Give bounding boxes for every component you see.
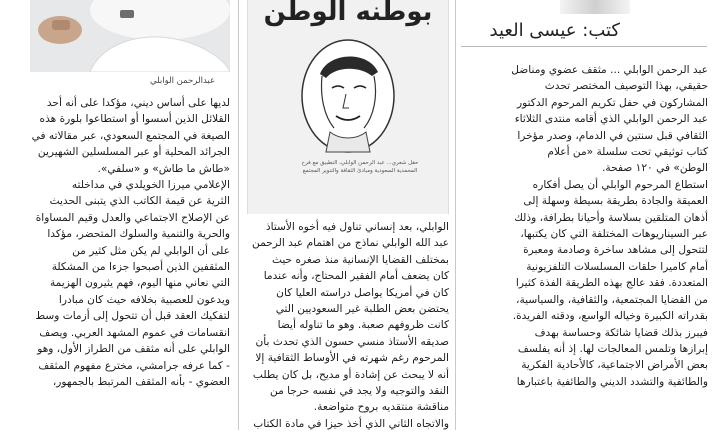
author-thumbnail bbox=[560, 0, 630, 14]
text-line: والاتجاه الثاني الذي أخذ حيزا في مادة الكتاب bbox=[253, 417, 449, 430]
column-divider bbox=[238, 0, 239, 430]
text-line: أنه لا يبحث عن إشادة أو مديح، بل كان يطلب bbox=[252, 368, 449, 381]
text-line: يحتضن بعض الطلبة غير السعوديين التي bbox=[275, 303, 449, 316]
text-line: النقد والتوجيه ولا يجد في نفسه حرجا من bbox=[270, 385, 449, 398]
photo-caption: عبدالرحمن الوابلي bbox=[150, 76, 216, 86]
text-line: العميقة والجادة بطريقة بسيطة وسهلة إلى bbox=[523, 195, 708, 208]
text-line: أمام كاميرا حلقات المسلسلات التلفزيونية bbox=[526, 260, 708, 273]
book-subtitle: حقل شعري... عبد الرحمن الوابلي، التطبيق مع فرح المحمدية السعودية ومبادئ الثقافة والتنوير المجتمع bbox=[301, 160, 419, 174]
text-line: استطاع المرحوم الوابلي أن يصل أفكاره bbox=[532, 178, 708, 191]
text-line: كتاب توثيقي تحت سلسلة «من أعلام bbox=[547, 146, 708, 159]
text-line: والطائفية والتشدد الديني والطائفية باعتبارها bbox=[516, 375, 708, 388]
text-line: ويدعون للعصبية بخلافه حيث كان مبادرا bbox=[58, 293, 230, 306]
text-line: عبد الرحمن الوابلي الذي أقامه منتدى الثلاثاء bbox=[514, 113, 708, 126]
author-portrait-photo bbox=[30, 0, 230, 72]
text-line: عبد الرحمن الوابلي ... مثقف عضوي ومناضل bbox=[511, 64, 708, 76]
text-line: الإعلامي ميرزا الخويلدي في مداخلته bbox=[71, 179, 230, 192]
text-line: صديقه الأستاذ منسي حسون الذي تحدث بأن bbox=[255, 335, 449, 348]
text-line: الثقافي قبل سنتين في الدمام، وصدر مؤخرا bbox=[517, 129, 708, 142]
column-divider bbox=[455, 0, 456, 430]
text-line: - كما عرفه جرامشي، مخترع مفهوم المثقف bbox=[38, 359, 230, 372]
text-line: «طاش ما طاش» و «سلفي». bbox=[97, 162, 230, 175]
text-line: القلائل الذين أسسوا أو استطاعوا بلورة هذه bbox=[39, 113, 230, 126]
text-line: لتفكيك العقد قبل أن تتحول إلى أزمات وسط bbox=[35, 310, 230, 323]
text-line: انقسامات في عموم المشهد العربي. ويصف bbox=[39, 326, 230, 339]
right-column bbox=[462, 62, 708, 390]
text-line: والحرية والتنمية والسلوك المتحضر، مؤكدا bbox=[47, 228, 230, 241]
text-line: إبرازها وتلمس المعالجات لها. إذ أنه يفلسف bbox=[517, 342, 708, 355]
text-line: الوطن» في ١٢٠ صفحة. bbox=[602, 162, 708, 175]
text-line: كان في أمريكا يواصل دراسته العليا كان bbox=[276, 286, 449, 299]
text-line: الوابلي، بعد إنساني تناول فيه أخوه الأستاذ bbox=[265, 221, 449, 233]
text-line: المثقفين الذين أصبحوا جزءا من المشكلة bbox=[51, 261, 230, 274]
text-line: أذهان المتلقين بسلاسة وأحيانا بطرافة، وذلك bbox=[514, 211, 708, 224]
text-line: الوابلي على أنه مثقف من الطراز الأول، وهو bbox=[37, 343, 230, 356]
text-line: فيبرز بذلك قضايا شائكة وحساسة بهدف bbox=[534, 326, 708, 339]
text-line: على أن الوابلي لم يكن مثل كثير من bbox=[72, 244, 230, 257]
text-line: الجرائد المحلية أو عبر المسلسلين الشهيرين bbox=[37, 146, 230, 159]
text-line: عبر السيناريوهات المختلفة التي كان يكتبها، bbox=[520, 228, 708, 241]
text-line: من القضايا المجتمعية، والثقافية، والسياسية، bbox=[516, 293, 708, 306]
middle-column bbox=[247, 219, 449, 432]
byline: كتب: عيسى العيد bbox=[489, 20, 620, 41]
book-cover bbox=[247, 0, 449, 214]
text-line: كانت ظروفهم صعبة. وهو ما تناوله أيضا bbox=[277, 319, 449, 332]
text-line: المتعددة. فقد عالج بهذه الطريقة الفذة كثيرا bbox=[515, 277, 708, 290]
text-line: عن الإصلاح الاجتماعي والعدل وقيم المساواة bbox=[35, 211, 230, 224]
text-line: الثرية عن قيمة الكاتب الذي يتبنى الحديث bbox=[49, 195, 230, 208]
text-line: المشاركون في حفل تكريم المرحوم الدكتور bbox=[517, 96, 708, 109]
text-line: بقدراته الكبيرة وخياله الواسع، ودقته الفريدة. bbox=[512, 310, 708, 323]
text-line: بعض الأمراض الاجتماعية، كالأحادية الفكرية bbox=[521, 359, 708, 372]
text-line: المرحوم رغم شهرته في الأوساط الثقافية إلا bbox=[255, 352, 449, 365]
text-line: كان يضعف أمام الفقير المحتاج، وأنه عندما bbox=[263, 270, 449, 283]
text-line: العضوي - بأنه المثقف المرتبط بالجمهور، bbox=[52, 375, 230, 388]
text-line: حقيقي، بهذا التوصيف المختصر تحدث bbox=[544, 80, 708, 93]
text-line: لديها على أساس ديني، مؤكدا على أنه أحد bbox=[46, 97, 230, 109]
text-line: عبد الله الوابلي نماذج من اهتمام عبد الرحمن bbox=[252, 237, 449, 250]
book-title: بوطنه الوطن bbox=[263, 0, 433, 27]
text-line: التي نعاني منها اليوم، فهم يثيرون الهزيمة bbox=[49, 277, 230, 290]
text-line: لتتحول إلى مشاهد ساخرة وصادمة ومعبرة bbox=[523, 244, 708, 257]
author-sketch-icon bbox=[300, 36, 396, 154]
text-line: مناقشة منتقديه بروح متواضعة. bbox=[313, 401, 449, 414]
text-line: الصيغة في المجتمع السعودي، عبر مقالاته في bbox=[31, 129, 230, 142]
left-column bbox=[28, 95, 230, 390]
byline-rule bbox=[461, 46, 707, 47]
text-line: بمختلف القضايا الإنسانية منذ صغره حيث bbox=[271, 253, 449, 266]
